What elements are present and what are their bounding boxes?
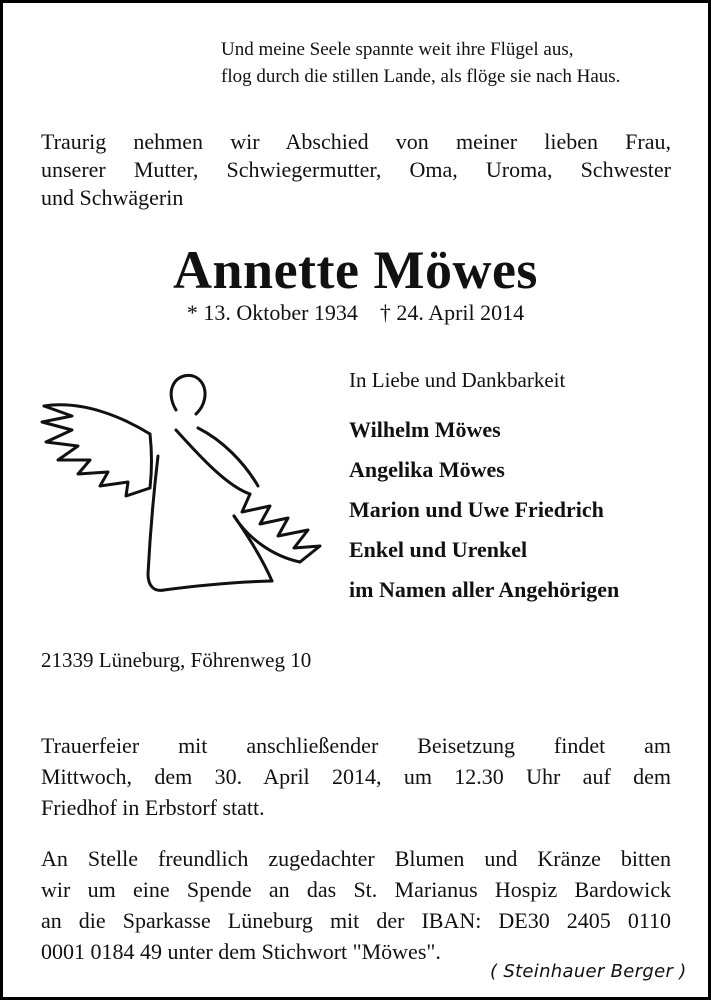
intro-line-2: unserer Mutter, Schwiegermutter, Oma, Uroma, Schwester <box>41 157 671 182</box>
poem-line-1: Und meine Seele spannte weit ihre Flügel aus, <box>221 39 574 60</box>
donation-line-4: 0001 0184 49 unter dem Stichwort "Möwes". <box>41 939 441 964</box>
intro-line-3: und Schwägerin <box>41 185 184 210</box>
publisher-signature: ( Steinhauer Berger ) <box>490 961 687 982</box>
thanks-line: In Liebe und Dankbarkeit <box>349 368 566 392</box>
angel-icon <box>36 368 326 600</box>
birth-date: * 13. Oktober 1934 <box>186 300 358 325</box>
mourner-2: Angelika Möwes <box>349 457 505 482</box>
life-dates <box>0 299 711 327</box>
address: 21339 Lüneburg, Föhrenweg 10 <box>41 648 312 672</box>
intro-text <box>41 128 671 212</box>
intro-line-1: Traurig nehmen wir Abschied von meiner lieben Frau, <box>41 129 671 154</box>
mourner-5: im Namen aller Angehörigen <box>349 577 620 602</box>
ceremony-line-3: Friedhof in Erbstorf statt. <box>41 795 265 820</box>
poem <box>221 36 620 90</box>
mourners-list <box>349 410 619 610</box>
death-date: † 24. April 2014 <box>379 300 525 325</box>
donation-line-1: An Stelle freundlich zugedachter Blumen und Kränze bitten <box>41 846 671 871</box>
mourner-4: Enkel und Urenkel <box>349 537 528 562</box>
donation-line-2: wir um eine Spende an das St. Marianus Hospiz Bardowick <box>41 877 671 902</box>
ceremony-line-2: Mittwoch, dem 30. April 2014, um 12.30 Uhr auf dem <box>41 764 671 789</box>
mourner-3: Marion und Uwe Friedrich <box>349 497 604 522</box>
donation-notice <box>41 843 671 967</box>
deceased-name: Annette Möwes <box>173 240 538 300</box>
mourner-1: Wilhelm Möwes <box>349 417 501 442</box>
ceremony-line-1: Trauerfeier mit anschließender Beisetzung findet am <box>41 733 671 758</box>
donation-line-3: an die Sparkasse Lüneburg mit der IBAN: DE30 2405 0110 <box>41 908 671 933</box>
poem-line-2: flog durch die stillen Lande, als flöge sie nach Haus. <box>221 66 621 87</box>
ceremony-notice <box>41 730 671 823</box>
